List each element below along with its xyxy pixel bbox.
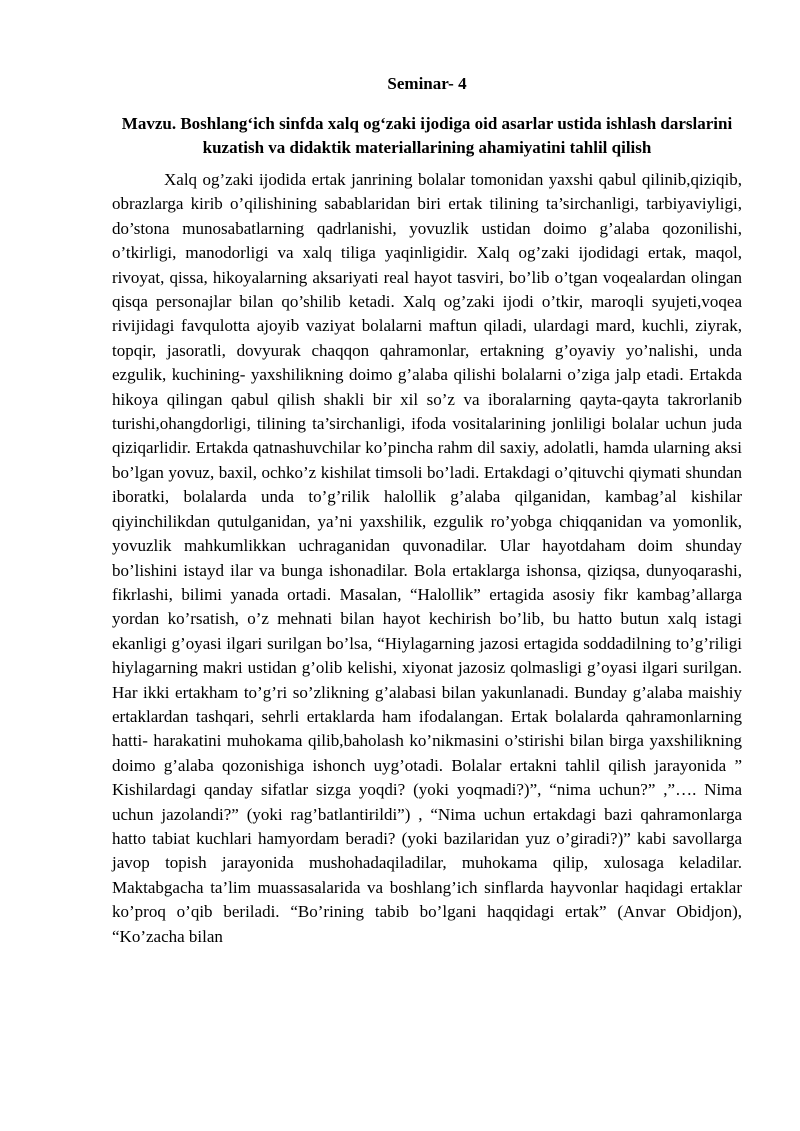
document-page: [112, 72, 742, 949]
topic-heading: Mavzu. Boshlang‘ich sinfda xalq og‘zaki ijodiga oid asarlar ustida ishlash darslarini kuzatish va didaktik materiallarining ahamiyatini tahlil qilish: [121, 114, 733, 157]
seminar-title: Seminar- 4: [387, 74, 467, 93]
body-paragraph: Xalq og’zaki ijodida ertak janrining bolalar tomonidan yaxshi qabul qilinib,qiziqib, obrazlarga kirib o’qilishining sabablaridan biri ertak tilining ta’sirchanligi, tarbiyaviyligi, do’stona munosabatlarning qadrlanishi, yovuzlik ustidan doimo g’alaba qozonilishi, o’tkirligi, manodorligi va xalq tiliga yaqinligidir. Xalq og’zaki ijodidagi ertak, maqol, rivoyat, qissa, hikoyalarning aksariyati real hayot tasviri, bo’lib o’tgan voqealardan olingan qisqa personajlar bilan qo’shilib ketadi. Xalq og’zaki ijodi o’tkir, maroqli syujeti,voqea rivijidagi favqulotta ajoyib vaziyat bolalarni maftun qiladi, ulardagi mard, kuchli, ziyrak, topqir, jasoratli, dovyurak chaqqon qahramonlar, ertakning g’oyaviy yo’nalishi, unda ezgulik, kuchining- yaxshilikning doimo g’alaba qilishi bolalarni o’ziga jalp etadi. Ertakda hikoya qilingan qabul qilish shakli bir xil so’z va iboralarning qayta-qayta takrorlanib turishi,ohangdorligi, tilining ta’sirchanligi, ifoda vositalarining jonliligi bolalar uchun juda qiziqarlidir. Ertakda qatnashuvchilar ko’pincha rahm dil saxiy, adolatli, hamda ularning aksi bo’lgan yovuz, baxil, ochko’z kishilat timsoli bo’ladi. Ertakdagi o’qituvchi qiymati shundan iboratki, bolalarda unda to’g’rilik halollik g’alaba qilganidan, kambag’al kishilar qiyinchilikdan qutulganidan, ya’ni yaxshilik, ezgulik ro’yobga chiqqanidan va yomonlik, yovuzlik mahkumlikkan uchraganidan quvonadilar. Ular hayotdaham doim shunday bo’lishini istayd ilar va bunga ishonadilar. Bola ertaklarga ishonsa, qiziqsa, dunyoqarashi, fikrlashi, bilimi yanada ortadi. Masalan, “Halollik” ertagida asosiy fikr kambag’allarga yordan ko’rsatish, o’z mehnati bilan hayot kechirish bo’lib, bu hatto butun xalq istagi ekanligi g’oyasi ilgari surilgan bo’lsa, “Hiylagarning jazosi ertagida soddadilning to’g’riligi hiylagarning makri ustidan g’olib kelishi, xiyonat jazosiz qolmasligi g’oyasi ilgari surilgan. Har ikki ertakham to’g’ri so’zlikning g’alabasi bilan yakunlanadi. Bunday g’alaba maishiy ertaklardan tashqari, sehrli ertaklarda ham ifodalangan. Ertak bolalarda qahramonlarning hatti- harakatini muhokama qilib,baholash ko’nikmasini o’stirishi bilan birga yaxshilikning doimo g’alaba qozonishiga ishonch uyg’otadi. Bolalar ertakni tahlil qilish jarayonida ” Kishilardagi qanday sifatlar sizga yoqdi? (yoki yoqmadi?)”, “nima uchun?” ,”…. Nima uchun jazolandi?” (yoki rag’batlantirildi”) , “Nima uchun ertakdagi bazi qahramonlarga hatto tabiat kuchlari hamyordam beradi? (yoki bazilaridan yuz o’giradi?)” kabi savollarga javop topish jarayonida mushohadaqiladilar, muhokama qilip, xulosaga keladilar. Maktabgacha ta’lim muassasalarida va boshlang’ich sinflarda hayvonlar haqidagi ertaklar ko’proq o’qib beriladi. “Bo’rining tabib bo’lgani haqqidagi ertak” (Anvar Obidjon), “Ko’zacha bilan: [112, 170, 742, 946]
